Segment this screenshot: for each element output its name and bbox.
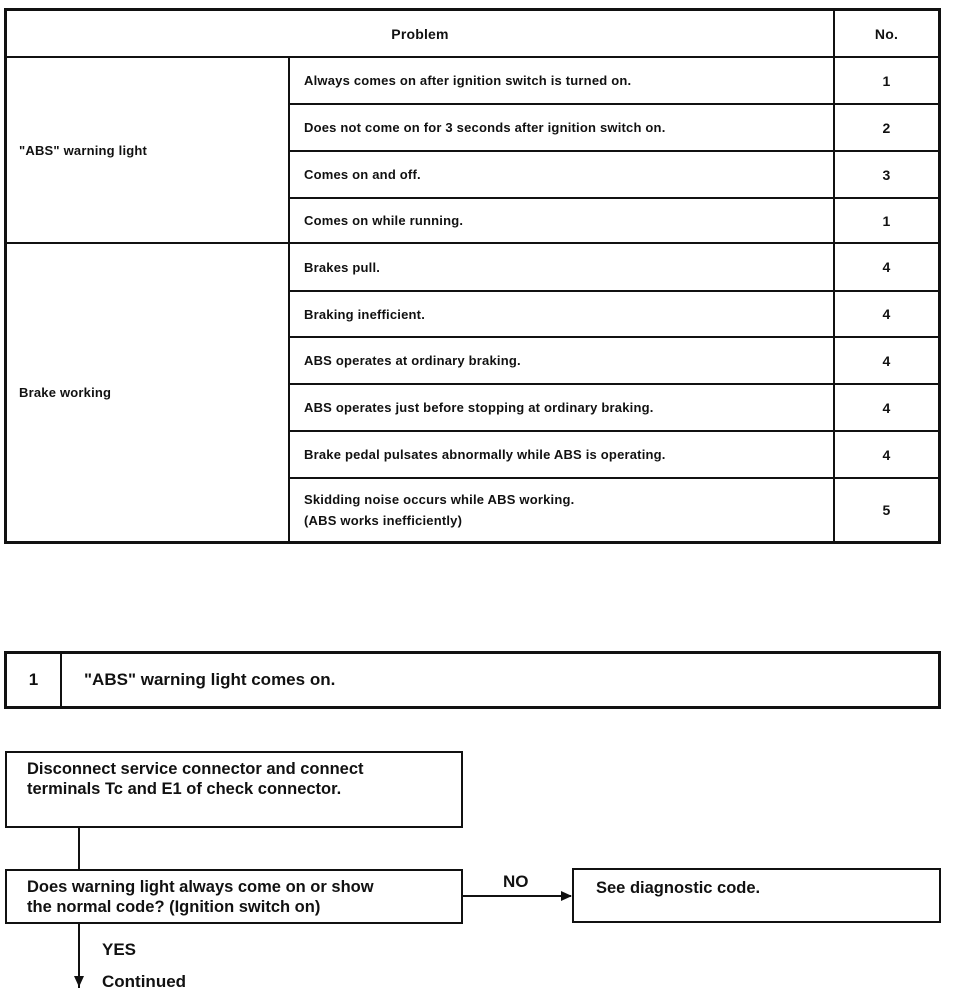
flow-connector — [78, 828, 80, 870]
problem-cell: Does not come on for 3 seconds after ignition switch on. — [304, 120, 666, 135]
number-cell: 3 — [882, 166, 891, 183]
header-no: No. — [874, 25, 899, 42]
flow-step-line: terminals Tc and E1 of check connector. — [27, 780, 342, 798]
section-number: 1 — [28, 670, 39, 689]
problem-cell: Brakes pull. — [304, 259, 381, 275]
problem-cell: Braking inefficient. — [304, 306, 426, 322]
number-cell: 5 — [882, 502, 891, 518]
number-cell: 4 — [882, 306, 891, 322]
problem-line: Skidding noise occurs while ABS working. — [304, 492, 575, 507]
header-problem: Problem — [391, 25, 449, 42]
problem-table — [4, 8, 941, 544]
problem-line: (ABS works inefficiently) — [304, 513, 463, 528]
flow-result-see-diagnostic-code — [572, 868, 941, 923]
problem-cell: Comes on while running. — [304, 213, 464, 228]
flow-step-line: Disconnect service connector and connect — [27, 760, 364, 778]
arrow-down-icon — [73, 976, 85, 988]
section-header — [4, 651, 941, 709]
number-cell: 4 — [882, 259, 891, 275]
flow-step-line: Does warning light always come on or show — [27, 878, 374, 896]
number-cell: 4 — [882, 399, 891, 416]
number-cell: 1 — [882, 212, 891, 229]
section-divider — [60, 654, 62, 706]
problem-cell: Comes on and off. — [304, 167, 421, 182]
number-cell: 2 — [882, 119, 891, 136]
group-label-abs-warning-light: "ABS" warning light — [19, 142, 148, 158]
number-cell: 1 — [882, 72, 891, 89]
flow-step-line: See diagnostic code. — [596, 879, 761, 897]
problem-cell: ABS operates at ordinary braking. — [304, 353, 521, 368]
problem-cell: ABS operates just before stopping at ordinary braking. — [304, 400, 654, 415]
section-title: "ABS" warning light comes on. — [84, 670, 336, 689]
problem-cell: Brake pedal pulsates abnormally while ABS is operating. — [304, 447, 666, 462]
flow-question-warning-light — [5, 869, 463, 924]
flow-connector-no — [463, 895, 571, 897]
flow-label-no: NO — [503, 872, 529, 891]
flow-step-disconnect-connector — [5, 751, 463, 828]
problem-cell — [290, 479, 833, 541]
flow-label-continued: Continued — [102, 972, 187, 991]
number-cell: 4 — [882, 446, 891, 463]
flow-step-line: the normal code? (Ignition switch on) — [27, 898, 321, 916]
flow-label-yes: YES — [102, 940, 137, 959]
group-label-brake-working: Brake working — [19, 385, 112, 400]
number-cell: 4 — [882, 352, 891, 369]
problem-cell: Always comes on after ignition switch is turned on. — [304, 73, 632, 88]
